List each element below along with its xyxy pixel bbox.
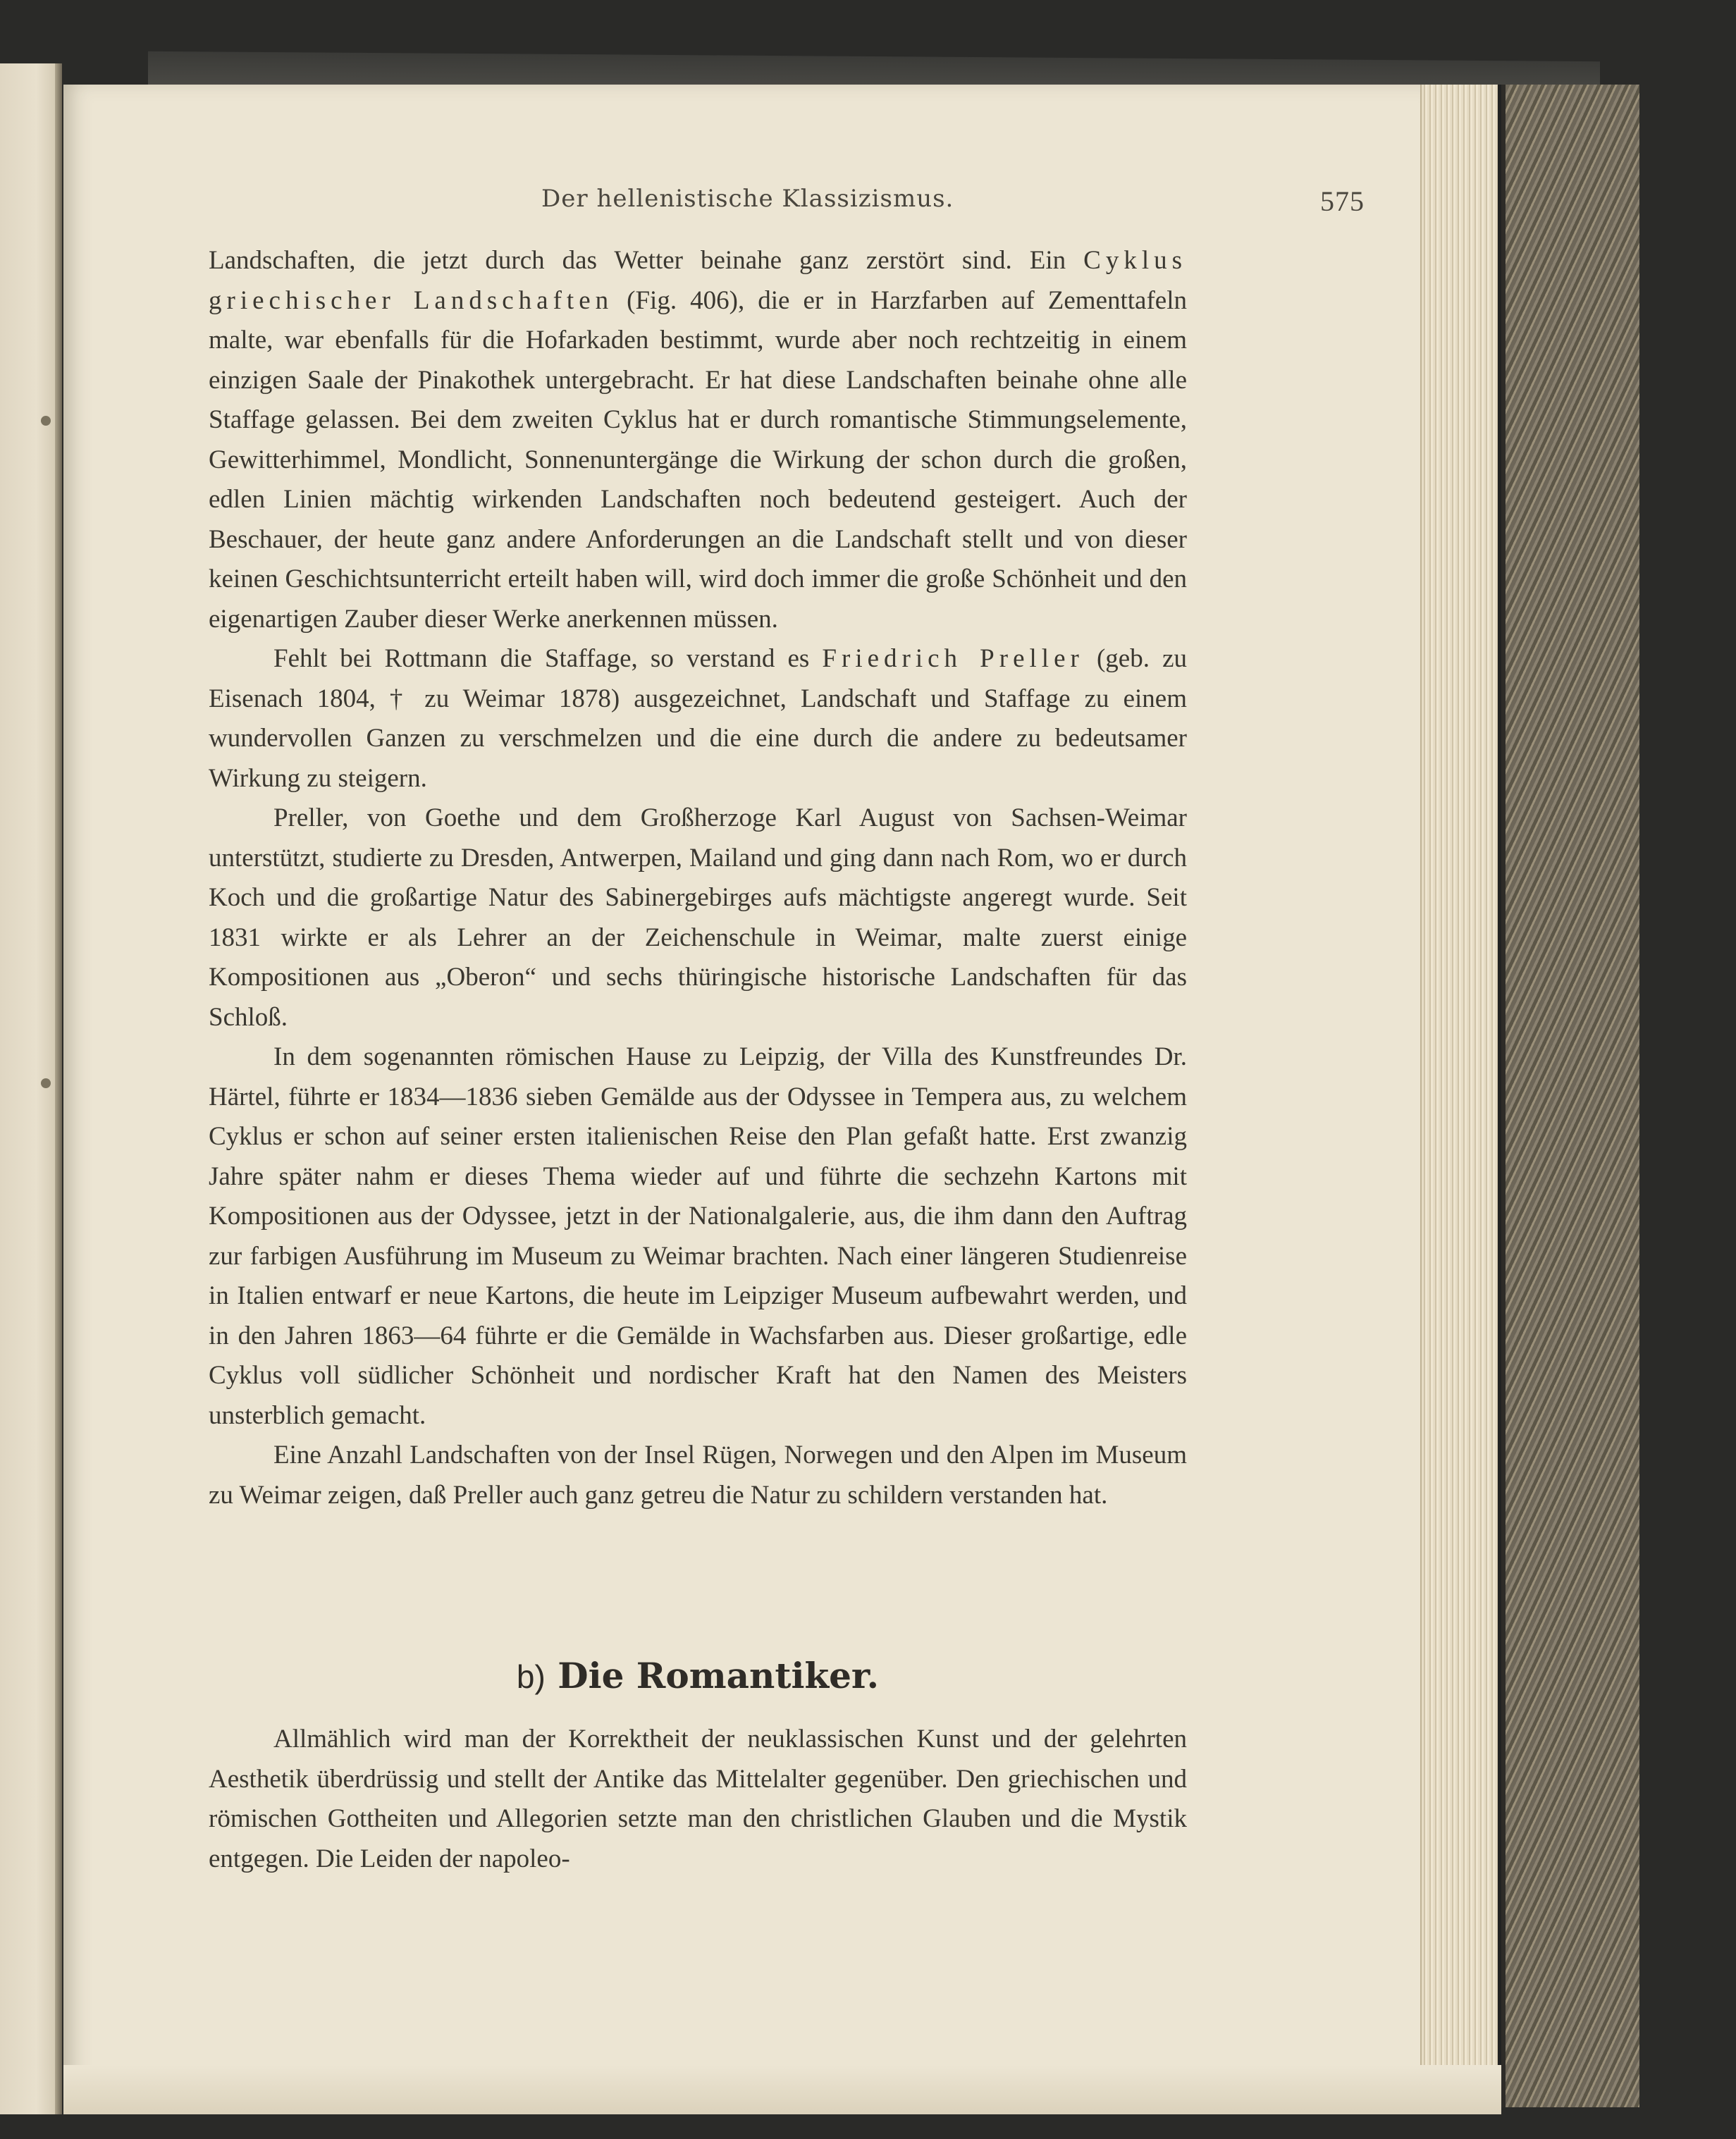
paragraph: Allmählich wird man der Korrektheit der neuklassischen Kunst und der gelehrten Aesthetik überdrüssig und stellt der Antike das Mittelalter gegenüber. Den griechischen und römischen Gottheiten und Allegorien setzte man den christlichen Glauben und die Mystik entgegen. Die Leiden der napoleo- — [209, 1725, 1187, 1873]
section-body — [209, 1720, 1187, 1879]
text-run: Preller, von Goethe und dem Großherzoge Karl August von Sachsen-Weimar unterstützt, studierte zu Dresden, Antwerpen, Mailand und ging dann nach Rom, wo er durch Koch und die großartige Natur des Sabinergebirges aufs mächtigste angeregt wurde. Seit 1831 wirkte er als Lehrer an der Zeichenschule in Weimar, malte zuerst einige Kompositionen aus „Oberon“ und sechs thüringische historische Landschaften für das Schloß. — [209, 803, 1187, 1032]
text-run: Fehlt bei Rottmann die Staffage, so verstand es — [273, 644, 823, 673]
marbled-cover — [1501, 85, 1639, 2107]
text-run: In dem sogenannten römischen Hause zu Leipzig, der Villa des Kunstfreundes Dr. Härtel, führte er 1834—1836 sieben Gemälde aus der Odyssee in Tempera aus, zu welchem Cyklus er schon auf seiner ersten italienischen Reise den Plan gefaßt hatte. Erst zwanzig Jahre später nahm er dieses Thema wieder auf und führte die sechzehn Kartons mit Kompositionen aus der Odyssee, jetzt in der Nationalgalerie, aus, die ihm dann den Auftrag zur farbigen Ausführung im Museum zu Weimar brachten. Nach einer längeren Studienreise in Italien entwarf er neue Kartons, die heute im Leipziger Museum aufbewahrt werden, und in den Jahren 1863—64 führte er die Gemälde in Wachsfarben aus. Dieser großartige, edle Cyklus voll südlicher Schönheit und nordischer Kraft hat den Namen des Meisters unsterblich gemacht. — [209, 1042, 1187, 1430]
paragraph — [209, 799, 1187, 1037]
section-heading — [209, 1655, 1187, 1696]
header-title: Der hellenistische Klassizismus. — [541, 185, 954, 213]
paragraph — [209, 639, 1187, 799]
text-run: Eine Anzahl Landschaften von der Insel Rügen, Norwegen und den Alpen im Museum zu Weimar zeigen, daß Preller auch ganz getreu die Natur zu schildern verstanden hat. — [209, 1441, 1187, 1510]
page-stack-edge — [1420, 85, 1501, 2107]
section-letter: b) — [516, 1658, 546, 1695]
spaced-name: Cyklus griechischer Landschaften — [209, 246, 1187, 315]
paragraph — [209, 241, 1187, 639]
left-page-edge — [0, 63, 61, 2114]
section-title: Die Romantiker. — [558, 1655, 880, 1696]
page-number: 575 — [1320, 185, 1365, 217]
margin-mark — [41, 416, 51, 426]
page-bottom-shade — [63, 2065, 1501, 2121]
paragraph — [209, 1436, 1187, 1515]
text-run: (Fig. 406), die er in Harzfarben auf Zementtafeln malte, war ebenfalls für die Hofarkaden bestimmt, wurde aber noch rechtzeitig in einem einzigen Saale der Pinakothek untergebracht. Er hat diese Landschaften beinahe ohne alle Staffage gelassen. Bei dem zweiten Cyklus hat er durch romantische Stimmungselemente, Gewitterhimmel, Mondlicht, Sonnenuntergänge die Wirkung der schon durch die großen, edlen Linien mächtig wirkenden Landschaften noch bedeutend gesteigert. Auch der Beschauer, der heute ganz andere Anforderungen an die Landschaft stellt und von dieser keinen Geschichtsunterricht erteilt haben will, wird doch immer die große Schönheit und den eigenartigen Zauber dieser Werke anerkennen müssen. — [209, 285, 1187, 634]
background — [0, 2114, 1736, 2139]
paragraph — [209, 1037, 1187, 1436]
spaced-name: Friedrich Preller — [822, 644, 1084, 673]
body-text — [209, 241, 1187, 1515]
text-run: (geb. zu Eisenach 1804, † zu Weimar 1878) ausgezeichnet, Landschaft und Staffage zu einem wundervollen Ganzen zu verschmelzen und die eine durch die andere zu bedeutsamer Wirkung zu steigern. — [209, 644, 1188, 793]
margin-mark — [41, 1078, 51, 1088]
text-run: Landschaften, die jetzt durch das Wetter beinahe ganz zerstört sind. Ein — [209, 246, 1084, 275]
book-gutter — [55, 63, 62, 2114]
